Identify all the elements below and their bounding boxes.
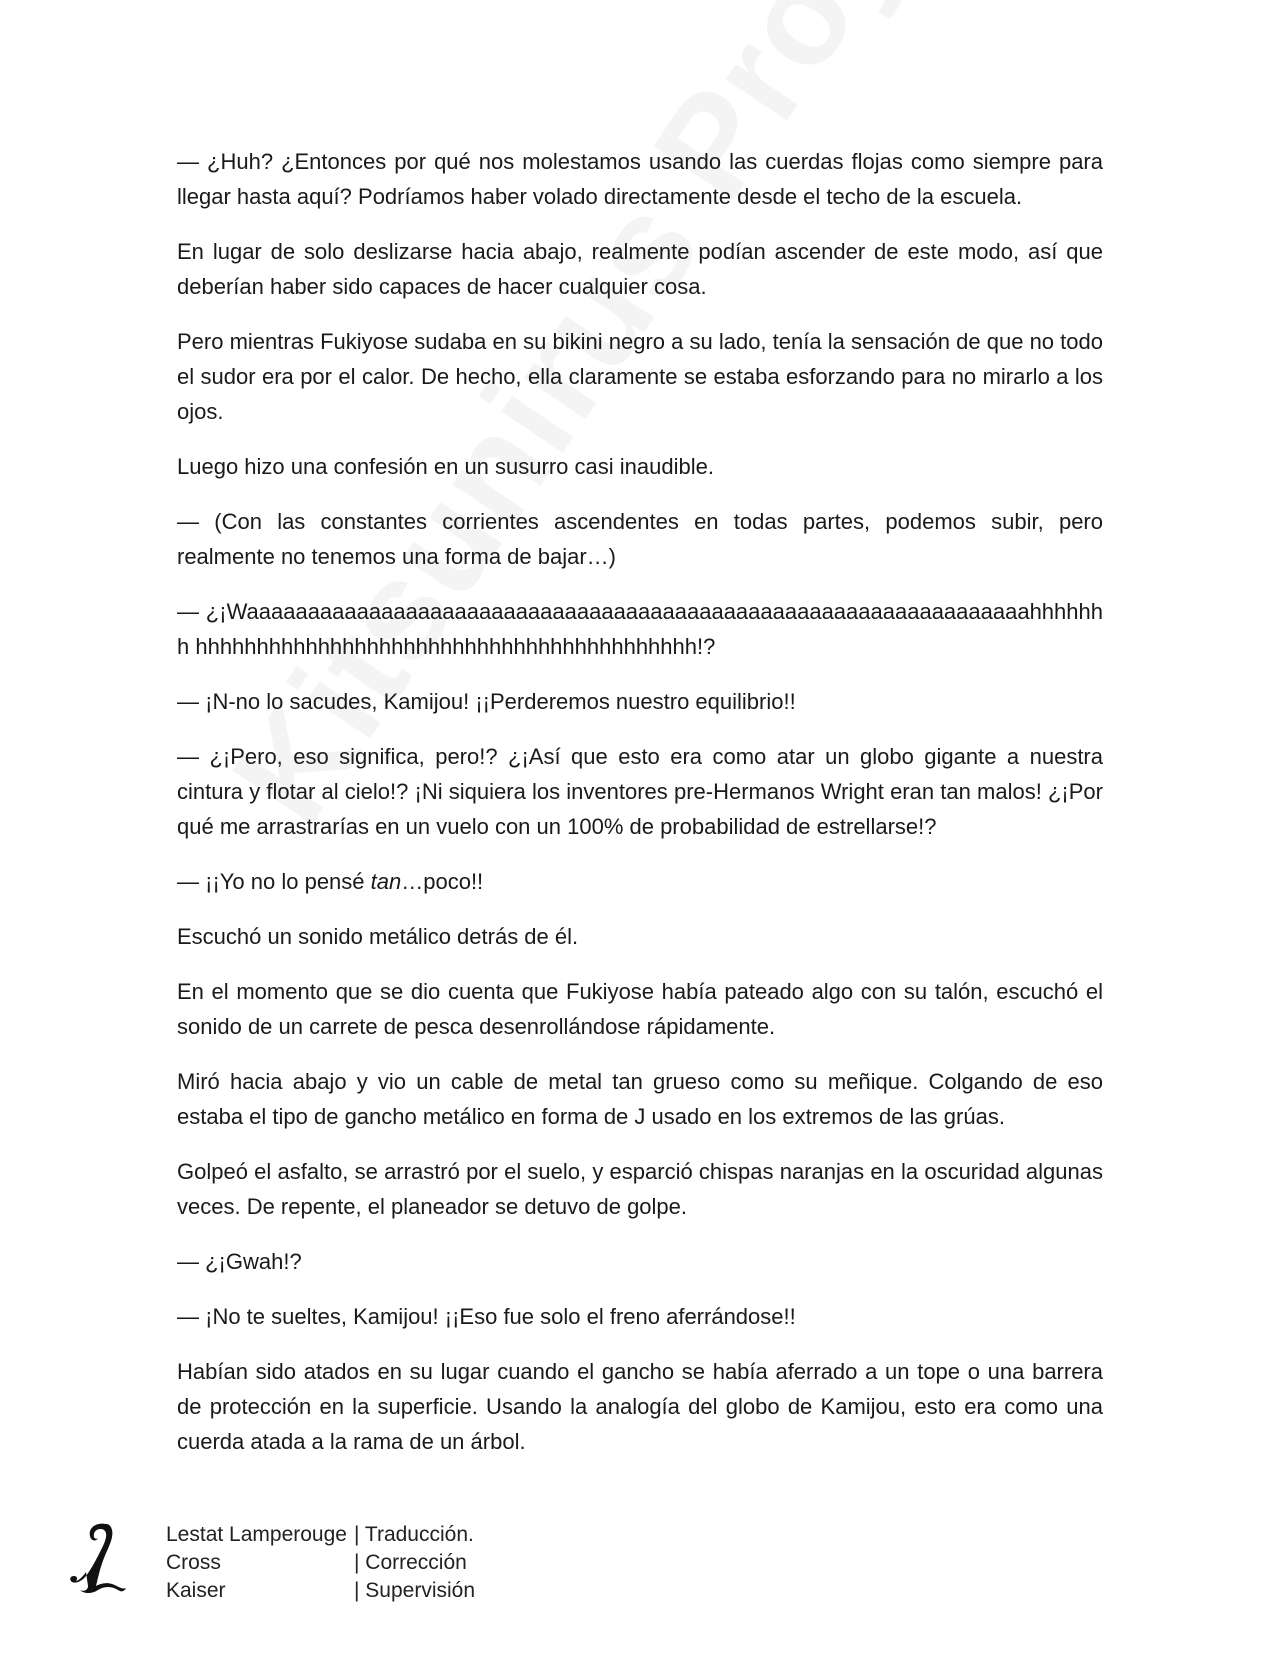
paragraph: Golpeó el asfalto, se arrastró por el suelo, y esparció chispas naranjas en la oscuridad algunas veces. De repente, el planeador se detuvo de golpe. (177, 1159, 1103, 1219)
paragraph: — ¿¡Pero, eso significa, pero!? ¿¡Así que esto era como atar un globo gigante a nuestra cintura y flotar al cielo!? ¡Ni siquiera los inventores pre-Hermanos Wright eran tan malos! ¿¡Por qué me arrastrarías en un vuelo con un 100% de probabilidad de estrellarse!? (177, 744, 1103, 839)
italic-text: tan (370, 869, 402, 894)
paragraph: Pero mientras Fukiyose sudaba en su bikini negro a su lado, tenía la sensación de que no todo el sudor era por el calor. De hecho, ella claramente se estaba esforzando para no mirarlo a los ojos. (177, 329, 1103, 424)
credit-name: Kaiser (166, 1579, 226, 1602)
paragraph: En el momento que se dio cuenta que Fukiyose había pateado algo con su talón, escuchó el sonido de un carrete de pesca desenrollándose rápidamente. (177, 979, 1103, 1039)
paragraph: — ¿Huh? ¿Entonces por qué nos molestamos usando las cuerdas flojas como siempre para llegar hasta aquí? Podríamos haber volado directamente desde el techo de la escuela. (177, 149, 1103, 209)
paragraph: — (Con las constantes corrientes ascendentes en todas partes, podemos subir, pero realmente no tenemos una forma de bajar…) (177, 509, 1103, 569)
credits (166, 1521, 475, 1605)
credit-row (166, 1577, 475, 1605)
gothic-L-logo-icon (66, 1520, 128, 1596)
paragraph: — ¡N-no lo sacudes, Kamijou! ¡¡Perderemos nuestro equilibrio!! (177, 689, 796, 714)
paragraph: En lugar de solo deslizarse hacia abajo, realmente podían ascender de este modo, así que deberían haber sido capaces de hacer cualquier cosa. (177, 239, 1103, 299)
body-text (177, 144, 1103, 1479)
paragraph: — ¿¡Waaaaaaaaaaaaaaaaaaaaaaaaaaaaaaaaaaaaaaaaaaaaaaaaaaaaaaaaaaaaaaaahhhhhhh hhhhhhhhhhhhhhhhhhhhhhhhhhhhhhhhhhhhhhhhh!? (177, 599, 1103, 659)
credit-role: | Corrección (354, 1551, 467, 1574)
paragraph: Habían sido atados en su lugar cuando el gancho se había aferrado a un tope o una barrera de protección en la superficie. Usando la analogía del globo de Kamijou, esto era como una cuerda atada a la rama de un árbol. (177, 1359, 1103, 1454)
credit-name: Lestat Lamperouge (166, 1523, 347, 1546)
paragraph-text: — ¡¡Yo no lo pensé (177, 869, 371, 894)
paragraph: Miró hacia abajo y vio un cable de metal tan grueso como su meñique. Colgando de eso estaba el tipo de gancho metálico en forma de J usado en los extremos de las grúas. (177, 1069, 1103, 1129)
paragraph: Luego hizo una confesión en un susurro casi inaudible. (177, 454, 714, 479)
credit-row (166, 1549, 475, 1577)
paragraph: — ¡No te sueltes, Kamijou! ¡¡Eso fue solo el freno aferrándose!! (177, 1304, 796, 1329)
credit-role: | Traducción. (354, 1523, 474, 1546)
paragraph: Escuchó un sonido metálico detrás de él. (177, 924, 579, 949)
paragraph: — ¿¡Gwah!? (177, 1249, 302, 1274)
paragraph-text: …poco!! (401, 869, 484, 894)
credit-row (166, 1521, 475, 1549)
paragraph (177, 864, 1103, 899)
credit-role: | Supervisión (354, 1579, 476, 1602)
credit-name: Cross (166, 1551, 221, 1574)
